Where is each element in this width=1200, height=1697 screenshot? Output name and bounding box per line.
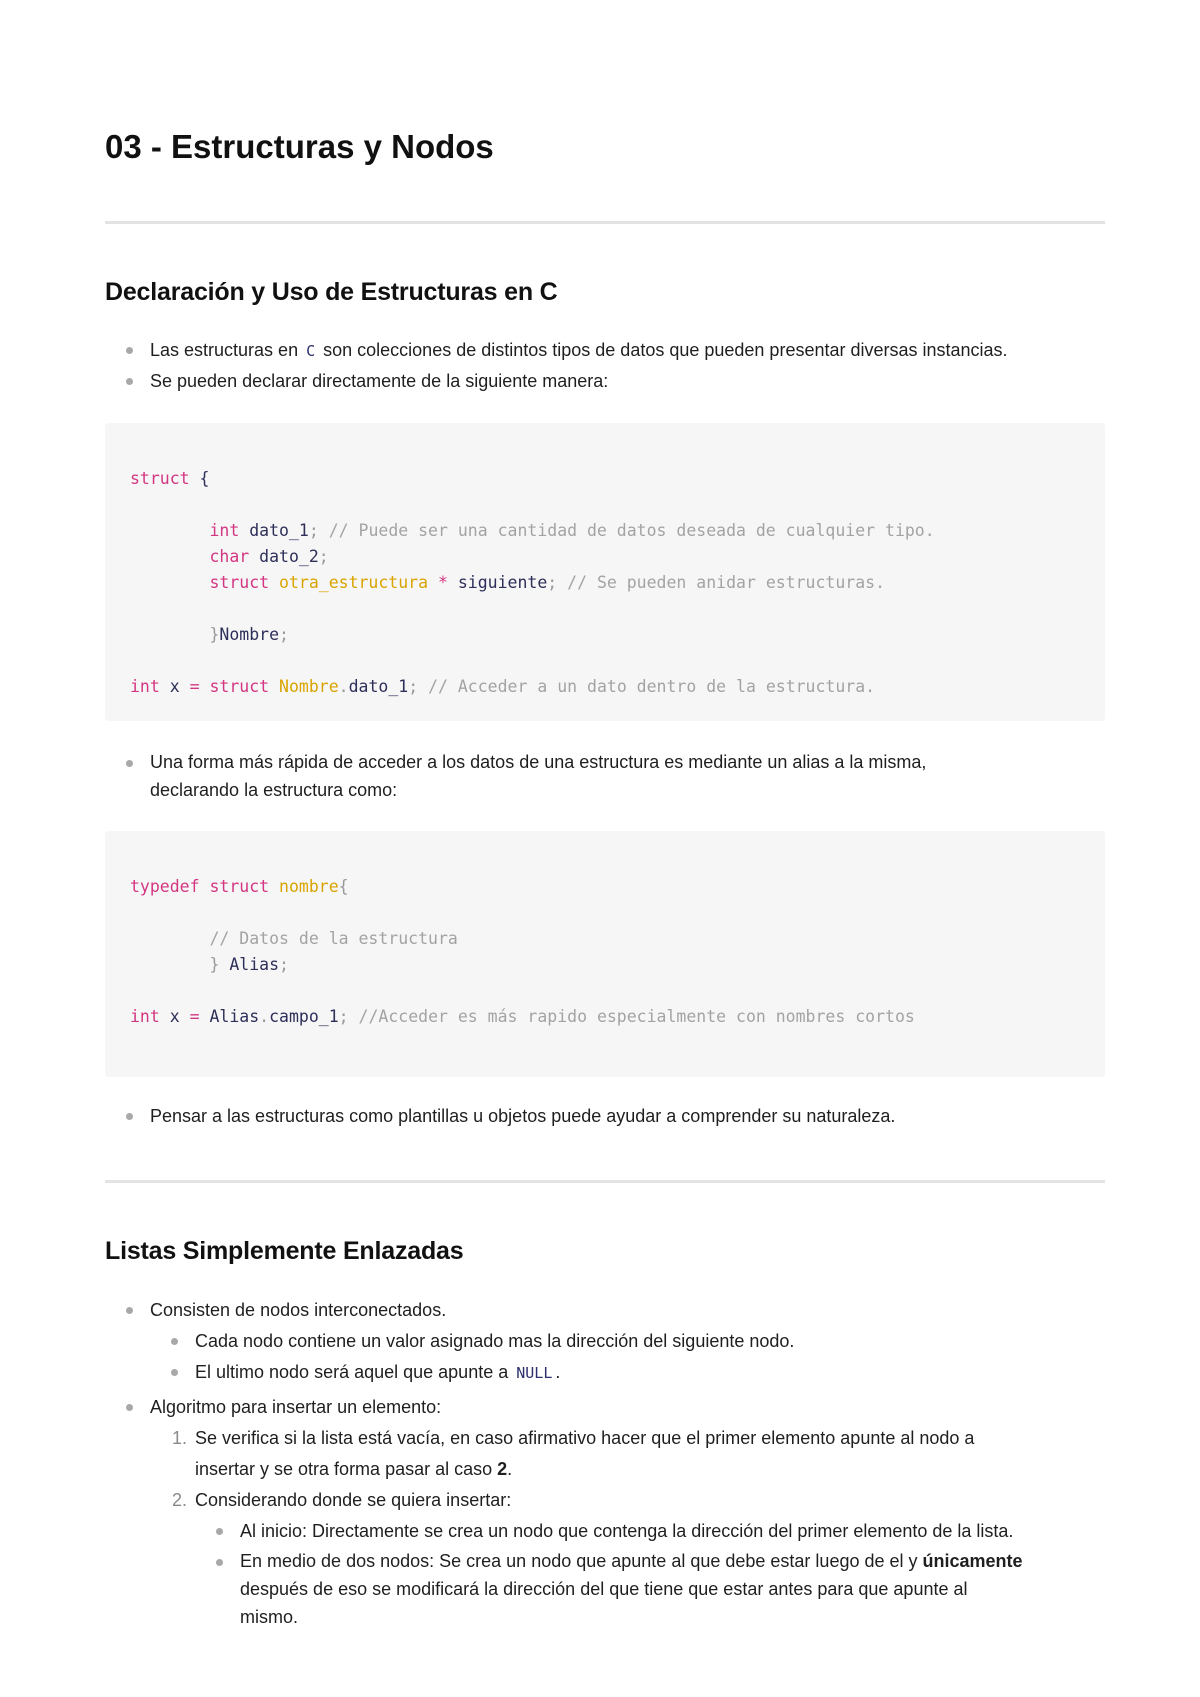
bullet-list (105, 335, 1105, 396)
section-heading-listas: Listas Simplemente Enlazadas (105, 1237, 464, 1265)
code-content: typedef struct nombre{ // Datos de la estructura } Alias; int x = Alias.campo_1; //Acceder es más rapido especialmente con nombres cortos (130, 877, 915, 1026)
inline-code: C (306, 342, 316, 360)
list-item: Las estructuras en C son colecciones de distintos tipos de datos que pueden presentar diversas instancias. (105, 335, 1105, 366)
list-item: Una forma más rápida de acceder a los datos de una estructura es mediante un alias a la misma, declarando la estructura como: (105, 748, 1105, 804)
bullet-list (105, 1101, 1105, 1131)
bullet-list (105, 1295, 1105, 1631)
list-item: Algoritmo para insertar un elemento: (105, 1392, 1105, 1423)
list-item: Pensar a las estructuras como plantillas u objetos puede ayudar a comprender su naturaleza. (105, 1101, 1105, 1131)
list-item: Cada nodo contiene un valor asignado mas la dirección del siguiente nodo. (105, 1326, 1105, 1357)
divider (105, 221, 1105, 224)
page-title: 03 - Estructuras y Nodos (105, 128, 494, 165)
ordered-item: 1. Se verifica si la lista está vacía, en caso afirmativo hacer que el primer elemento apunte al nodo a insertar y se otra forma pasar al caso 2. (172, 1428, 975, 1479)
list-item: Consisten de nodos interconectados. (105, 1295, 1105, 1326)
bullet-list (105, 748, 1105, 804)
list-item: Al inicio: Directamente se crea un nodo que contenga la dirección del primer elemento de la lista. (105, 1516, 1105, 1547)
list-item: Se pueden declarar directamente de la siguiente manera: (105, 366, 1105, 396)
list-item: El ultimo nodo será aquel que apunte a NULL . (105, 1357, 1105, 1389)
code-block-typedef (105, 831, 1105, 1077)
list-item: En medio de dos nodos: Se crea un nodo que apunte al que debe estar luego de el y únicamente después de eso se modificará la dirección del que tiene que estar antes para que apunte al mismo. (105, 1547, 1105, 1631)
divider (105, 1180, 1105, 1183)
ordered-item: 2. Considerando donde se quiera insertar: (172, 1490, 512, 1510)
code-block-struct (105, 423, 1105, 721)
code-content: struct { int dato_1; // Puede ser una cantidad de datos deseada de cualquier tipo. char dato_2; struct otra_estructura * siguiente; // Se pueden anidar estructuras. }Nombre; int x = struct Nombre.dato_1; // Acceder a un dato dentro de la estructura. (130, 469, 935, 696)
inline-code: NULL (516, 1364, 553, 1382)
section-heading-estructuras: Declaración y Uso de Estructuras en C (105, 278, 558, 306)
